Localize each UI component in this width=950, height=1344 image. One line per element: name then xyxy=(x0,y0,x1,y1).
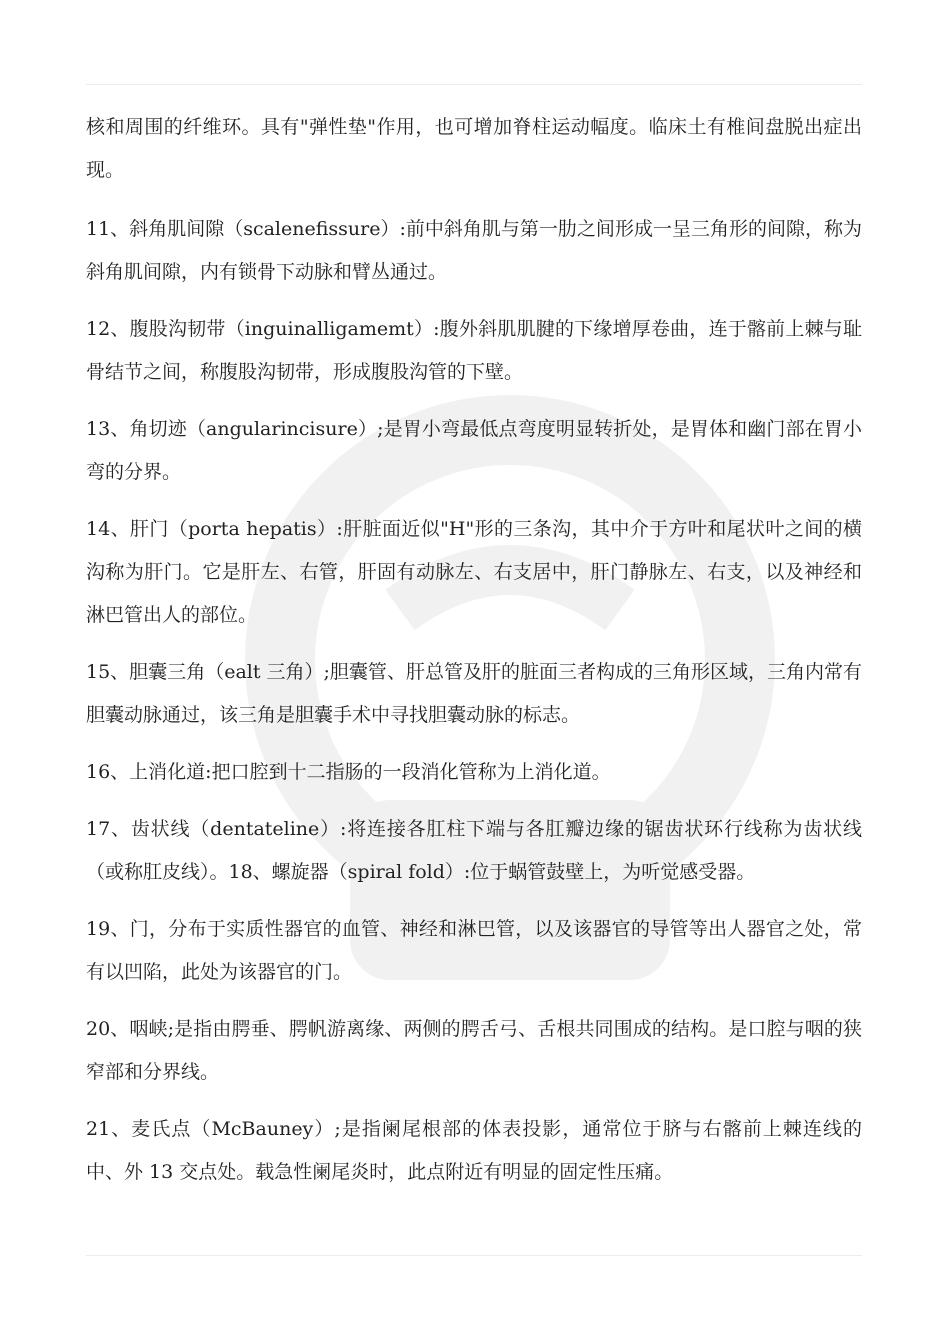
bottom-rule xyxy=(86,1255,862,1256)
paragraph-intro: 核和周围的纤维环。具有"弹性垫"作用，也可增加脊柱运动幅度。临床土有椎间盘脱出症出现。 xyxy=(86,116,862,181)
paragraph-item-11: 11、斜角肌间隙（scalenefissure）:前中斜角肌与第一肋之间形成一呈三角形的间隙，称为斜角肌间隙，内有锁骨下动脉和臂丛通过。 xyxy=(86,218,862,283)
paragraph-item-19: 19、门，分布于实质性器官的血管、神经和淋巴管，以及该器官的导管等出人器官之处，常有以凹陷，此处为该器官的门。 xyxy=(86,918,862,983)
document-body xyxy=(86,106,862,1208)
paragraph-item-12: 12、腹股沟韧带（inguinalligamemt）:腹外斜肌肌腱的下缘增厚卷曲，连于髂前上棘与耻骨结节之间，称腹股沟韧带，形成腹股沟管的下壁。 xyxy=(86,318,862,383)
paragraph-item-17-18: 17、齿状线（dentateline）:将连接各肛柱下端与各肛瓣边缘的锯齿状环行线称为齿状线（或称肛皮线）。18、螺旋器（spiral fold）:位于蜗管鼓壁上，为听觉感受器。 xyxy=(86,818,862,883)
paragraph-item-21: 21、麦氏点（McBauney）;是指阑尾根部的体表投影，通常位于脐与右髂前上棘连线的中、外 13 交点处。载急性阑尾炎时，此点附近有明显的固定性压痛。 xyxy=(86,1118,862,1183)
paragraph-item-16: 16、上消化道:把口腔到十二指肠的一段消化管称为上消化道。 xyxy=(86,761,611,783)
paragraph-item-20: 20、咽峡;是指由腭垂、腭帆游离缘、两侧的腭舌弓、舌根共同围成的结构。是口腔与咽的狭窄部和分界线。 xyxy=(86,1018,862,1083)
paragraph-item-13: 13、角切迹（angularincisure）;是胃小弯最低点弯度明显转折处，是胃体和幽门部在胃小弯的分界。 xyxy=(86,418,862,483)
paragraph-item-15: 15、胆囊三角（ealt 三角）;胆囊管、肝总管及肝的脏面三者构成的三角形区域，三角内常有胆囊动脉通过，该三角是胆囊手术中寻找胆囊动脉的标志。 xyxy=(86,661,862,726)
top-rule xyxy=(86,84,862,85)
paragraph-item-14: 14、肝门（porta hepatis）:肝脏面近似"H"形的三条沟，其中介于方叶和尾状叶之间的横沟称为肝门。它是肝左、右管，肝固有动脉左、右支居中，肝门静脉左、右支，以及神经和淋巴管出人的部位。 xyxy=(86,518,862,626)
